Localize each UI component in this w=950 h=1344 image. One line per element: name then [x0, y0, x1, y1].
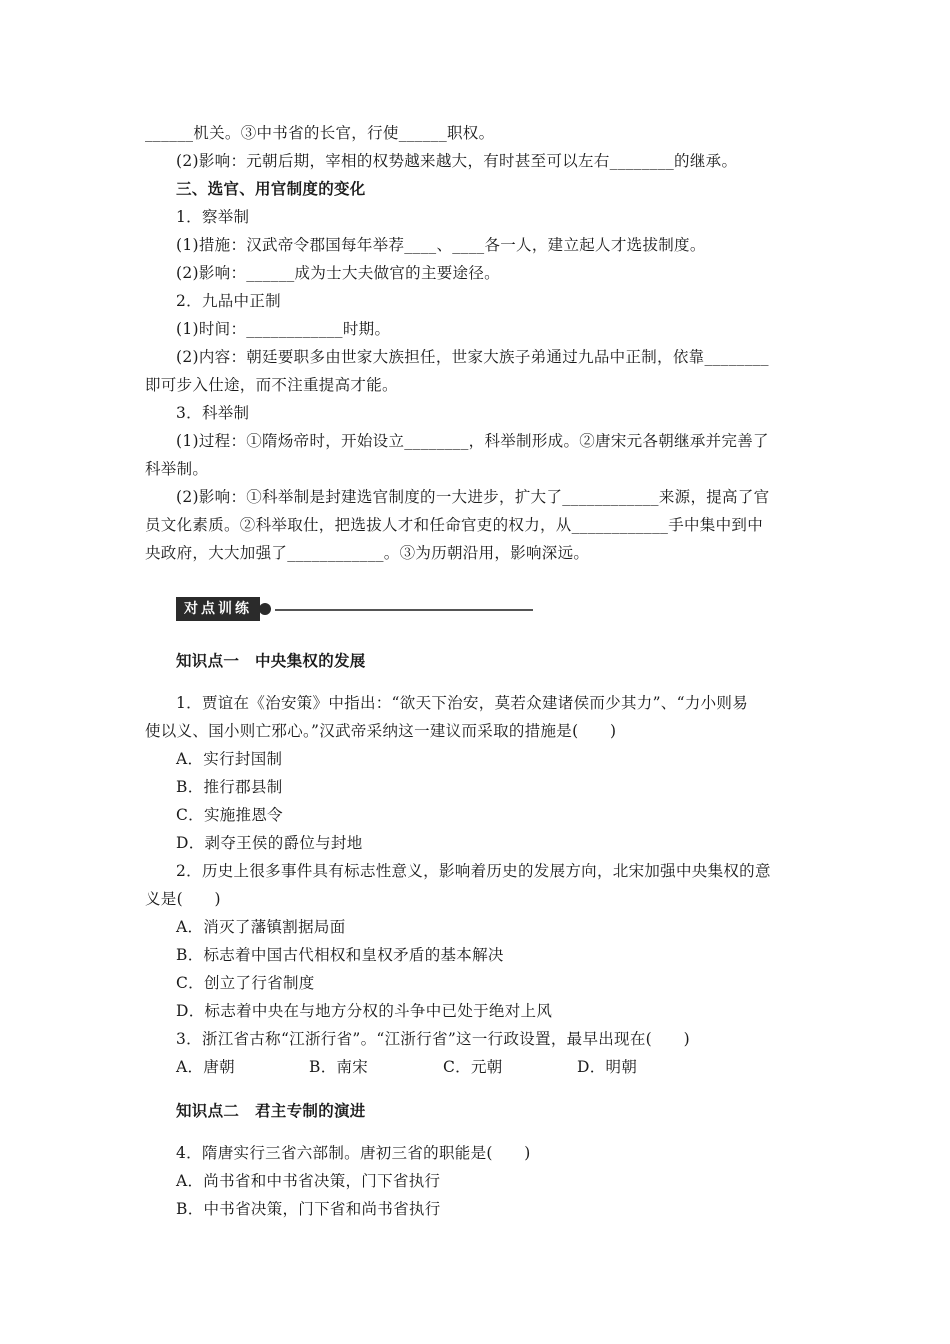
option-d: D．剥夺王侯的爵位与封地: [176, 834, 363, 852]
banner-rule: [275, 609, 533, 611]
option-c: C．元朝: [443, 1058, 503, 1076]
option-d: D．明朝: [577, 1058, 638, 1076]
options-row: [176, 1057, 637, 1077]
option-a: A．尚书省和中书省决策，门下省执行: [176, 1172, 441, 1190]
question-stem: 2．历史上很多事件具有标志性意义，影响着历史的发展方向，北宋加强中央集权的意: [176, 862, 771, 880]
section-heading: 三、选官、用官制度的变化: [176, 180, 366, 198]
option-a: A．实行封国制: [176, 750, 283, 768]
option-b: B．南宋: [309, 1058, 369, 1076]
option-c: C．创立了行省制度: [176, 974, 315, 992]
text-line: (1)过程：①隋炀帝时，开始设立________，科举制形成。②唐宋元各朝继承并完善了: [176, 432, 769, 450]
section-title: 知识点一 中央集权的发展: [176, 652, 366, 670]
text-line: 1．察举制: [176, 208, 250, 226]
text-line: 3．科举制: [176, 404, 250, 422]
option-d: D．标志着中央在与地方分权的斗争中已处于绝对上风: [176, 1002, 553, 1020]
text-line: 2．九品中正制: [176, 292, 281, 310]
text-line: (2)影响：①科举制是封建选官制度的一大进步，扩大了____________来源，提高了官: [176, 488, 770, 506]
text-line: (1)时间：____________时期。: [176, 320, 391, 338]
text-line: 科举制。: [145, 460, 209, 478]
text-line: (2)影响：______成为士大夫做官的主要途径。: [176, 264, 500, 282]
text-line: (1)措施：汉武帝令郡国每年举荐____、____各一人，建立起人才选拔制度。: [176, 236, 706, 254]
text-line: (2)内容：朝廷要职多由世家大族担任，世家大族子弟通过九品中正制，依靠________: [176, 348, 769, 366]
option-c: C．实施推恩令: [176, 806, 283, 824]
practice-banner: [176, 597, 533, 621]
question-stem: 3．浙江省古称“江浙行省”。“江浙行省”这一行政设置，最早出现在( ): [176, 1030, 690, 1048]
option-b: B．中书省决策，门下省和尚书省执行: [176, 1200, 441, 1218]
question-stem: 义是( ): [145, 890, 221, 908]
option-b: B．推行郡县制: [176, 778, 283, 796]
question-stem: 4．隋唐实行三省六部制。唐初三省的职能是( ): [176, 1144, 531, 1162]
question-stem: 1．贾谊在《治安策》中指出：“欲天下治安，莫若众建诸侯而少其力”、“力小则易: [176, 694, 749, 712]
bullet-dot-icon: [259, 603, 271, 615]
option-a: A．消灭了藩镇割据局面: [176, 918, 346, 936]
text-line: 即可步入仕途，而不注重提高才能。: [145, 376, 398, 394]
text-line: 央政府，大大加强了____________。③为历朝沿用，影响深远。: [145, 544, 590, 562]
text-line: ______机关。③中书省的长官，行使______职权。: [145, 124, 495, 142]
text-line: (2)影响：元朝后期，宰相的权势越来越大，有时甚至可以左右________的继承。: [176, 152, 738, 170]
question-stem: 使以义、国小则亡邪心。”汉武帝采纳这一建议而采取的措施是( ): [145, 722, 617, 740]
option-b: B．标志着中国古代相权和皇权矛盾的基本解决: [176, 946, 504, 964]
option-a: A．唐朝: [176, 1058, 235, 1076]
banner-label: 对点训练: [176, 597, 260, 621]
text-line: 员文化素质。②科举取仕，把选拔人才和任命官吏的权力，从____________手中集中到中: [145, 516, 764, 534]
section-title: 知识点二 君主专制的演进: [176, 1102, 366, 1120]
